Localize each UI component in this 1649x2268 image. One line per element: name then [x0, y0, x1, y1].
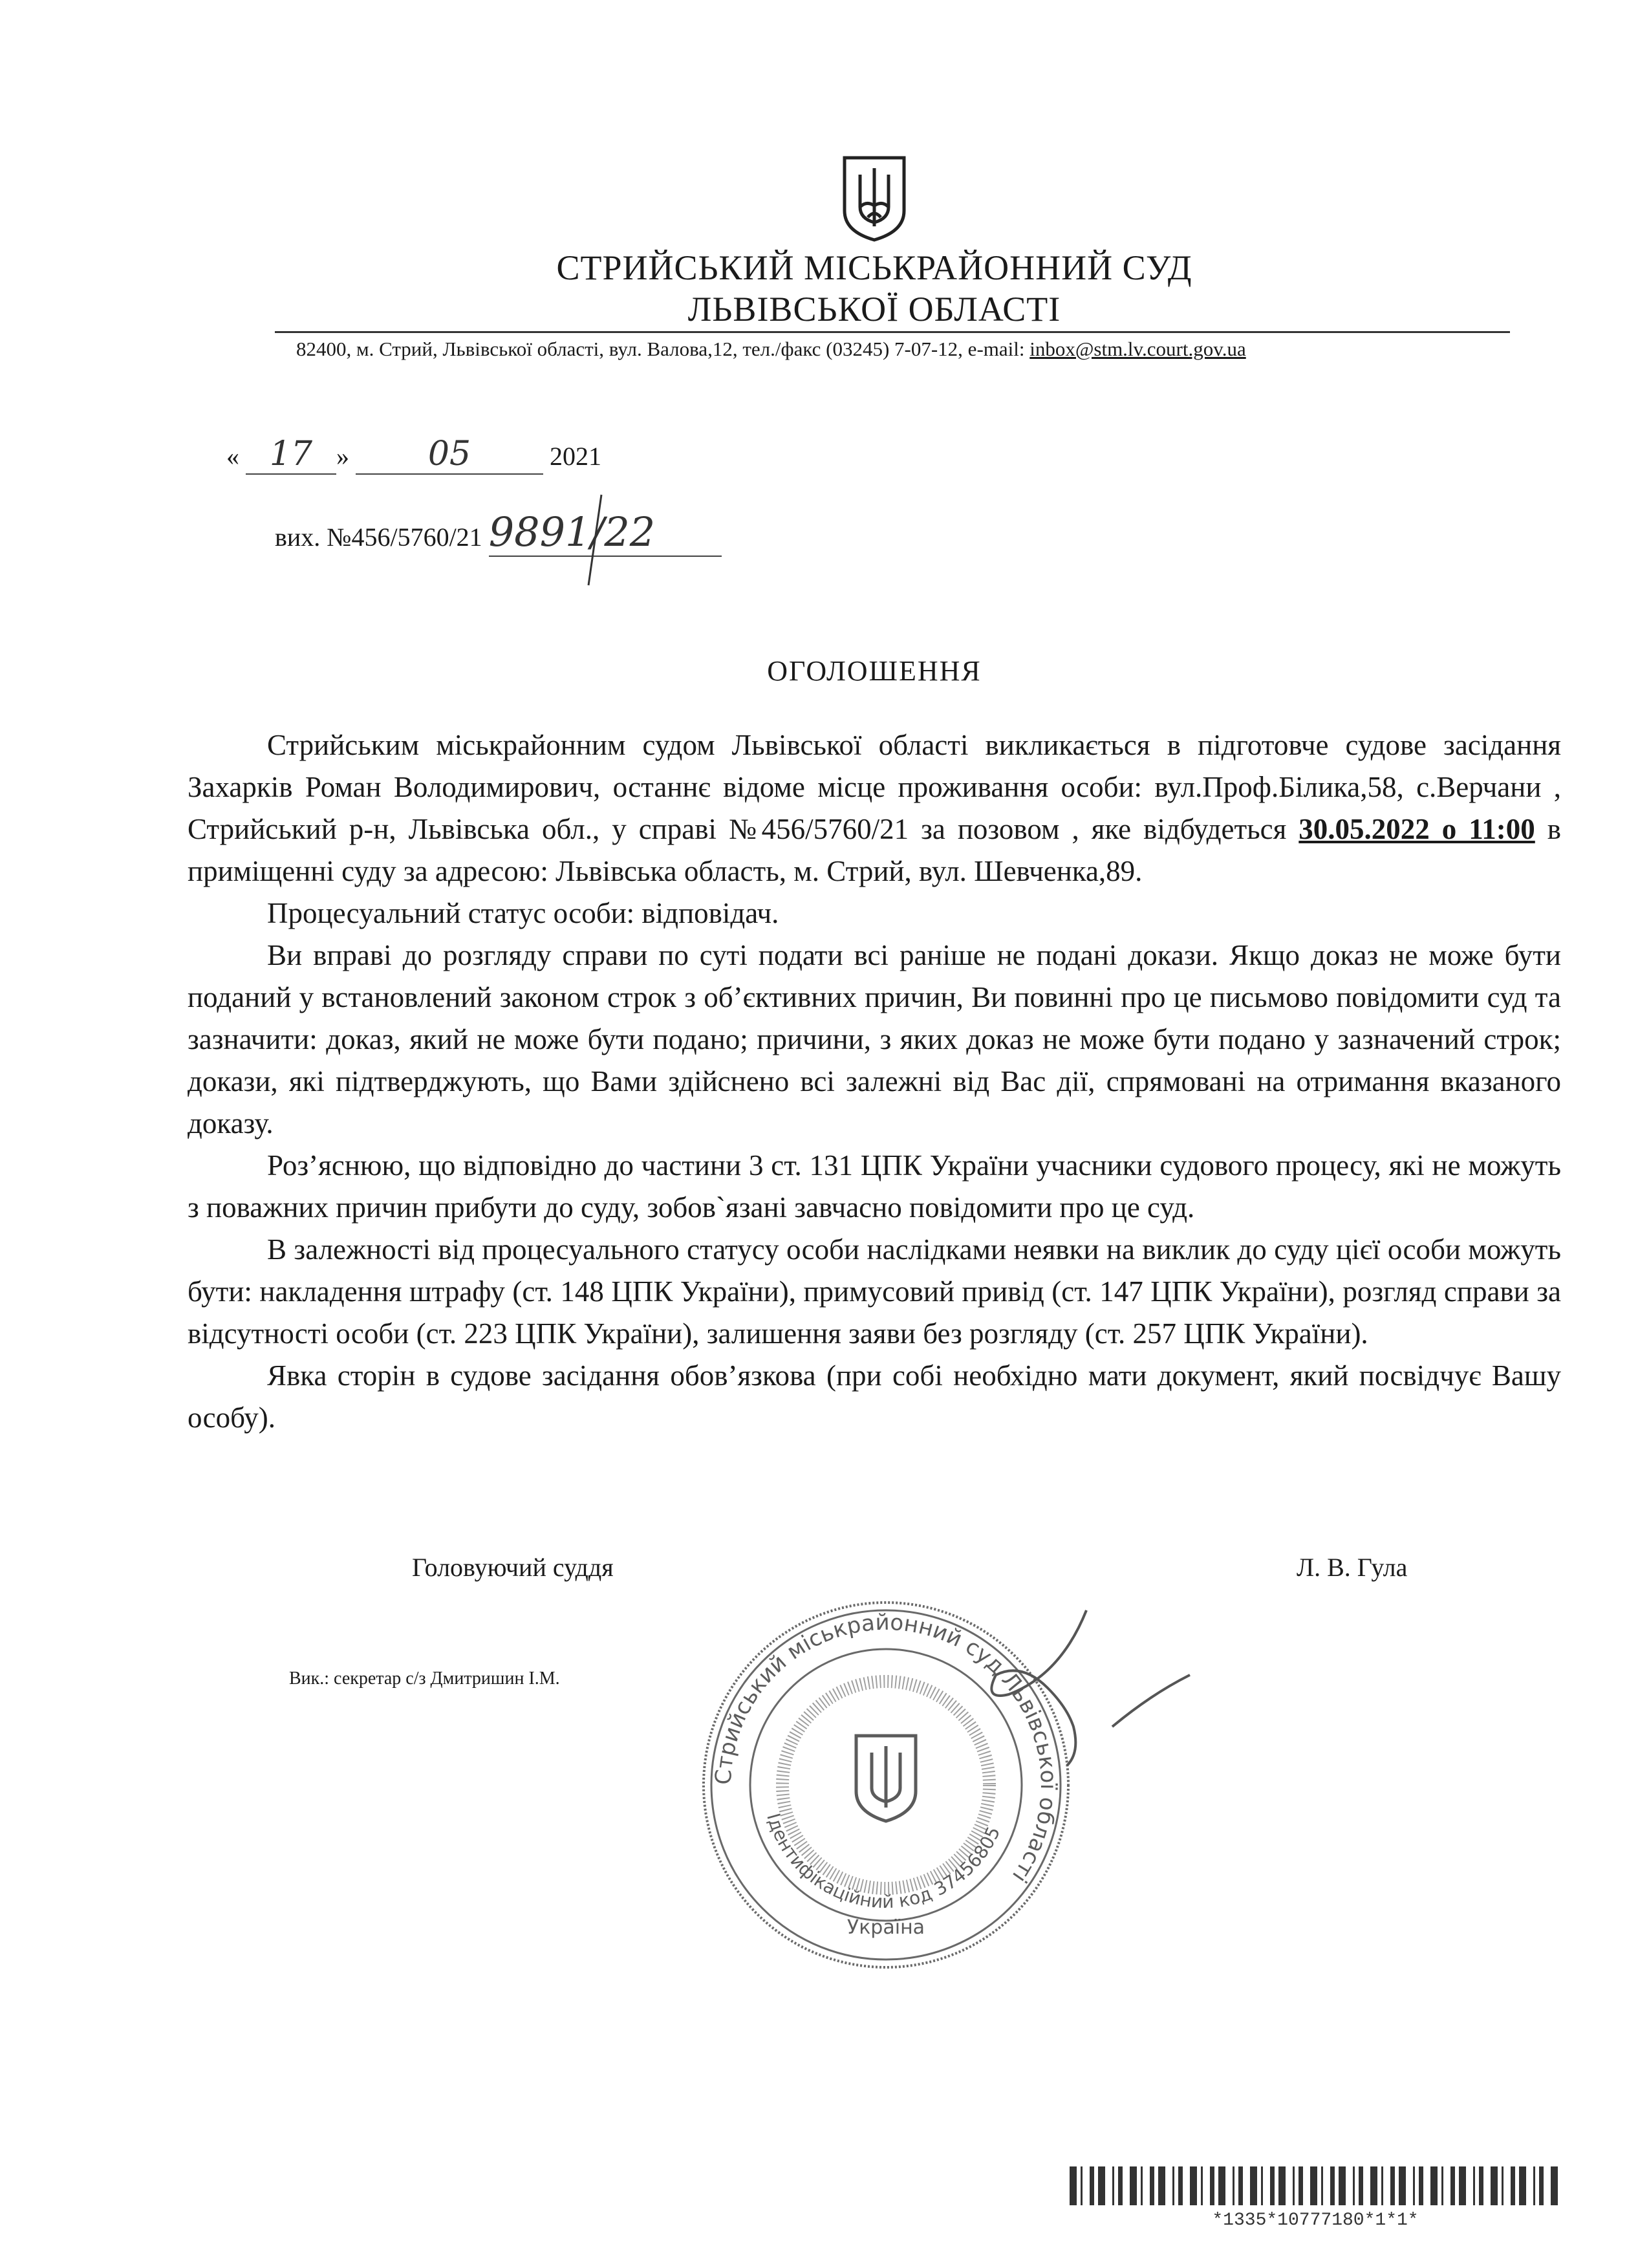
stamp-outer-text: Стрийський міськрайонний суд Львівської області [710, 1609, 1062, 1888]
barcode-bar [1130, 2166, 1137, 2205]
barcode-bar [1533, 2166, 1535, 2205]
stamp-inner-text: Ідентифікаційний код 37456805 [762, 1811, 1005, 1913]
barcode-bar [1118, 2166, 1123, 2205]
announcement-body [188, 724, 1561, 1439]
paragraph-attendance: Явка сторін в судове засідання обов’язкова (при собі необхідно мати документ, який посвідчує Вашу особу). [188, 1359, 1561, 1434]
barcode-bar [1370, 2166, 1377, 2205]
barcode-bar [1112, 2166, 1114, 2205]
barcode-bar [1353, 2166, 1355, 2205]
date-year: 2021 [550, 442, 601, 471]
address-text: 82400, м. Стрий, Львівської області, вул. Валова,12, тел./факс (03245) 7-07-12, e-mail: [296, 338, 1030, 360]
handwritten-stroke [582, 491, 608, 589]
barcode-bar [1330, 2166, 1335, 2205]
barcode-bar [1210, 2166, 1214, 2205]
barcode-bar [1339, 2166, 1346, 2205]
paragraph-summons [188, 724, 1561, 892]
email-link[interactable]: inbox@stm.lv.court.gov.ua [1029, 338, 1246, 360]
document-heading: ОГОЛОШЕННЯ [767, 655, 982, 687]
barcode-bar [1519, 2166, 1526, 2205]
barcode-bar [1502, 2166, 1503, 2205]
barcode-bar [1459, 2166, 1466, 2205]
barcode-bar [1250, 2166, 1257, 2205]
barcode-bar [1270, 2166, 1275, 2205]
stamp-bottom-text: Україна [846, 1916, 925, 1939]
signature-role: Головуючий суддя [412, 1553, 614, 1582]
barcode-bar [1141, 2166, 1143, 2205]
barcode-bar [1158, 2166, 1165, 2205]
stamp-trident-icon [856, 1736, 916, 1821]
barcode-bar [1178, 2166, 1183, 2205]
barcode-bar [1321, 2166, 1323, 2205]
barcode-bar [1172, 2166, 1174, 2205]
barcode-bar [1419, 2166, 1423, 2205]
date-day-handwritten: 17 [269, 435, 313, 473]
header-divider [275, 331, 1510, 333]
barcode-bar [1390, 2166, 1395, 2205]
close-quote: » [336, 442, 349, 471]
signature-name: Л. В. Гула [1297, 1553, 1408, 1582]
barcode [1070, 2166, 1561, 2205]
barcode-bar [1190, 2166, 1197, 2205]
svg-text:Ідентифікаційний код 37456805 [762, 1811, 1004, 1912]
barcode-bar [1441, 2166, 1443, 2205]
barcode-bar [1381, 2166, 1383, 2205]
barcode-bar [1539, 2166, 1544, 2205]
barcode-bar [1098, 2166, 1105, 2205]
court-name-line2: ЛЬВІВСЬКОЇ ОБЛАСТІ [687, 290, 1061, 329]
barcode-bar [1413, 2166, 1415, 2205]
judge-signature [970, 1597, 1229, 1778]
barcode-bar [1511, 2166, 1515, 2205]
barcode-bar [1278, 2166, 1286, 2205]
barcode-bar [1479, 2166, 1483, 2205]
outgoing-number [275, 508, 722, 557]
document-date [226, 435, 601, 475]
barcode-bar [1201, 2166, 1203, 2205]
barcode-bar [1070, 2166, 1077, 2205]
executor-note: Вик.: секретар с/з Дмитришин І.М. [289, 1669, 560, 1689]
coat-of-arms-icon [841, 155, 908, 243]
barcode-bar [1218, 2166, 1225, 2205]
barcode-bar [1299, 2166, 1303, 2205]
summons-text: Стрийським міськрайонним судом Львівської області викликається в підготовче судове засідання Захарків Роман Володимирович, останнє відоме місце проживання особи: вул.Проф.Білика,58, с.Верчани , Стрийський р-н, Львівська обл., у справі №456/5760/21 за позовом , яке відбудеться [188, 729, 1561, 845]
barcode-bar [1551, 2166, 1558, 2205]
barcode-bar [1150, 2166, 1154, 2205]
barcode-bar [1310, 2166, 1317, 2205]
summons-text-end: в приміщенні суду за адресою: Львівська область, м. Стрий, вул. Шевченка,89. [188, 813, 1561, 887]
court-address [296, 338, 1246, 361]
barcode-bar [1430, 2166, 1438, 2205]
date-month-handwritten: 05 [427, 435, 471, 473]
barcode-bar [1359, 2166, 1363, 2205]
open-quote: « [226, 442, 239, 471]
barcode-bar [1081, 2166, 1083, 2205]
barcode-bar [1450, 2166, 1455, 2205]
paragraph-consequences: В залежності від процесуального статусу особи наслідками неявки на виклик до суду цієї особи можуть бути: накладення штрафу (ст. 148 ЦПК України), примусовий привід (ст. 147 ЦПК України), розгляд справи за відсутності особи (ст. 223 ЦПК України), залишення заяви без розгляду (ст. 257 ЦПК України). [188, 1233, 1561, 1350]
barcode-bar [1399, 2166, 1406, 2205]
barcode-bar [1238, 2166, 1243, 2205]
court-name-line1: СТРИЙСЬКИЙ МІСЬКРАЙОННИЙ СУД [556, 248, 1192, 287]
paragraph-evidence: Ви вправі до розгляду справи по суті подати всі раніше не подані докази. Якщо доказ не може бути поданий у встановлений законом строк з об’єктивних причин, Ви повинні про це письмово повідомити суд та зазначити: доказ, який не може бути подано; причини, з яких доказ не може бути подано у зазначений строк; докази, які підтверджують, що Вами здійснено всі залежні від Вас дії, спрямовані на отримання вказаного доказу. [188, 939, 1561, 1139]
barcode-bar [1473, 2166, 1475, 2205]
paragraph-status: Процесуальний статус особи: відповідач. [267, 897, 779, 929]
outgoing-label: вих. №456/5760/21 [275, 523, 482, 552]
barcode-bar [1090, 2166, 1094, 2205]
barcode-bar [1261, 2166, 1263, 2205]
barcode-bar [1491, 2166, 1498, 2205]
hearing-datetime: 30.05.2022 о 11:00 [1299, 813, 1535, 845]
barcode-bar [1233, 2166, 1234, 2205]
barcode-number: *1335*10777180*1*1* [1212, 2210, 1419, 2230]
barcode-bar [1293, 2166, 1295, 2205]
outgoing-handwritten-number: 9891/22 [489, 508, 722, 557]
paragraph-explanation: Роз’яснюю, що відповідно до частини 3 ст. 131 ЦПК України учасники судового процесу, які не можуть з поважних причин прибути до суду, зобов`язані завчасно повідомити про це суд. [188, 1149, 1561, 1224]
